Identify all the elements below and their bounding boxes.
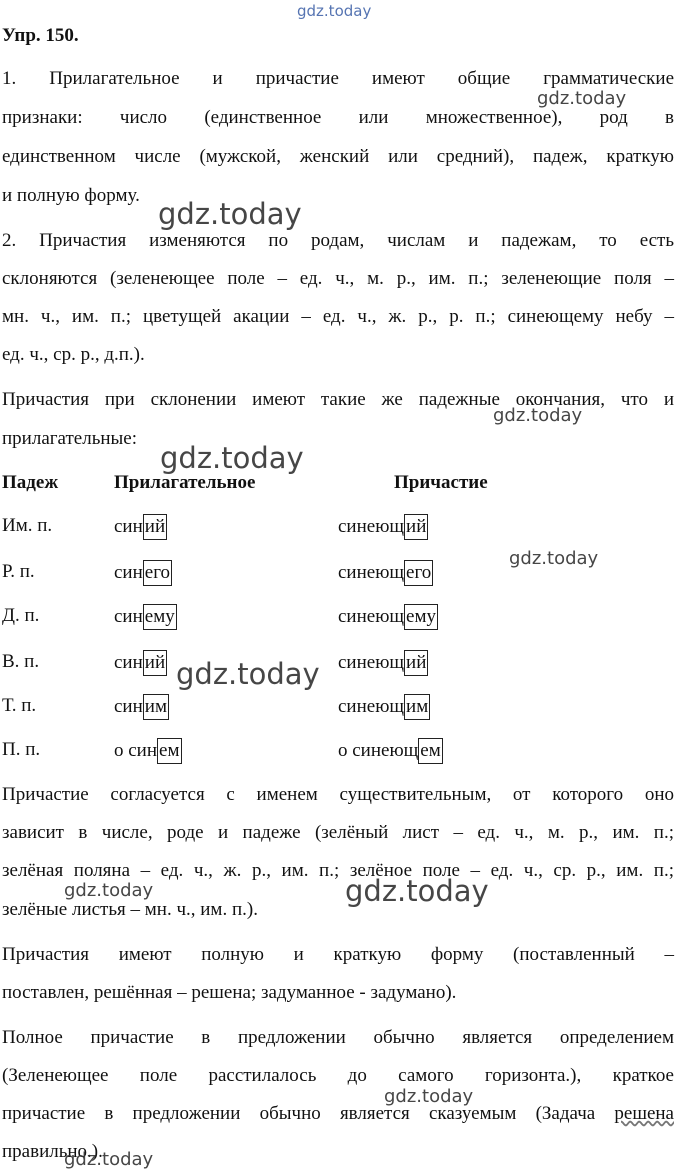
para1-line-4: и полную форму. bbox=[2, 185, 140, 206]
adjective-ending: ий bbox=[143, 514, 167, 540]
para5-line-2: поставлен, решённая – решена; задуманное - задумано). bbox=[2, 982, 457, 1003]
underlined-predicate: решена bbox=[614, 1103, 674, 1124]
adjective-form bbox=[114, 738, 182, 764]
adjective-form bbox=[114, 650, 167, 676]
watermark: gdz.today bbox=[537, 88, 627, 109]
para4-line-2: зависит в числе, роде и падеже (зелёный лист – ед. ч., м. р., им. п.; bbox=[2, 822, 674, 843]
para6-line-3 bbox=[2, 1103, 674, 1125]
para2-line-3: мн. ч., им. п.; цветущей акации – ед. ч., ж. р., р. п.; синеющему небу – bbox=[2, 306, 674, 327]
watermark: gdz.today bbox=[160, 441, 304, 475]
adjective-ending: ем bbox=[157, 738, 181, 764]
case-name: В. п. bbox=[2, 651, 40, 672]
adjective-form bbox=[114, 604, 177, 630]
participle-stem: синеющ bbox=[338, 652, 405, 673]
participle-stem: синеющ bbox=[338, 696, 405, 717]
watermark: gdz.today bbox=[384, 1086, 474, 1107]
adjective-form bbox=[114, 514, 167, 540]
adjective-stem: о син bbox=[114, 740, 158, 761]
para6-line-4: правильно.). bbox=[2, 1141, 103, 1162]
participle-ending: ему bbox=[404, 604, 438, 630]
adjective-ending: ему bbox=[143, 604, 177, 630]
watermark: gdz.today bbox=[64, 1149, 154, 1170]
adjective-stem: син bbox=[114, 696, 143, 717]
para3-line-2: прилагательные: bbox=[2, 428, 138, 449]
case-name: Т. п. bbox=[2, 695, 37, 716]
adjective-stem: син bbox=[114, 606, 143, 627]
table-header-participle: Причастие bbox=[394, 472, 488, 493]
participle-ending: ий bbox=[404, 514, 428, 540]
participle-form bbox=[338, 514, 428, 540]
adjective-stem: син bbox=[114, 652, 143, 673]
participle-ending: им bbox=[404, 694, 430, 720]
para2-line-1: 2. Причастия изменяются по родам, числам и падежам, то есть bbox=[2, 230, 674, 251]
participle-ending: его bbox=[404, 560, 433, 586]
para4-line-1: Причастие согласуется с именем существительным, от которого оно bbox=[2, 784, 674, 805]
para4-line-4: зелёные листья – мн. ч., им. п.). bbox=[2, 899, 258, 920]
watermark: gdz.today bbox=[493, 405, 583, 426]
para4-line-3: зелёная поляна – ед. ч., ж. р., им. п.; зелёное поле – ед. ч., ср. р., им. п.; bbox=[2, 860, 674, 881]
watermark: gdz.today bbox=[345, 874, 489, 908]
adjective-stem: син bbox=[114, 516, 143, 537]
para2-line-2: склоняются (зеленеющее поле – ед. ч., м. р., им. п.; зеленеющие поля – bbox=[2, 268, 674, 289]
para5-line-1: Причастия имеют полную и краткую форму (поставленный – bbox=[2, 944, 674, 965]
para1-line-3: единственном числе (мужской, женский или средний), падеж, краткую bbox=[2, 146, 674, 167]
participle-form bbox=[338, 650, 428, 676]
case-name: Д. п. bbox=[2, 605, 40, 626]
adjective-ending: ий bbox=[143, 650, 167, 676]
exercise-title: Упр. 150. bbox=[2, 25, 79, 46]
table-header-case: Падеж bbox=[2, 472, 59, 493]
participle-form bbox=[338, 560, 433, 586]
case-name: Им. п. bbox=[2, 515, 53, 536]
participle-stem: синеющ bbox=[338, 562, 405, 583]
participle-stem: синеющ bbox=[338, 606, 405, 627]
participle-form bbox=[338, 738, 443, 764]
para1-line-2: признаки: число (единственное или множественное), род в bbox=[2, 107, 674, 128]
watermark: gdz.today bbox=[64, 880, 154, 901]
participle-stem: синеющ bbox=[338, 516, 405, 537]
adjective-ending: им bbox=[143, 694, 169, 720]
para1-line-1: 1. Прилагательное и причастие имеют общие грамматические bbox=[2, 68, 674, 89]
case-name: П. п. bbox=[2, 739, 41, 760]
participle-ending: ий bbox=[404, 650, 428, 676]
watermark: gdz.today bbox=[158, 197, 302, 231]
adjective-form bbox=[114, 560, 172, 586]
participle-stem: о синеющ bbox=[338, 740, 419, 761]
para6-line-2: (Зеленеющее поле расстилалось до самого горизонта.), краткое bbox=[2, 1065, 674, 1086]
para6-line-1: Полное причастие в предложении обычно является определением bbox=[2, 1027, 674, 1048]
para2-line-4: ед. ч., ср. р., д.п.). bbox=[2, 344, 145, 365]
adjective-stem: син bbox=[114, 562, 143, 583]
participle-form bbox=[338, 604, 438, 630]
table-header-adjective: Прилагательное bbox=[114, 472, 256, 493]
adjective-form bbox=[114, 694, 169, 720]
case-name: Р. п. bbox=[2, 561, 35, 582]
watermark: gdz.today bbox=[509, 548, 599, 569]
watermark: gdz.today bbox=[176, 657, 320, 691]
para6-line-3-text: причастие в предложении обычно является сказуемым (Задача bbox=[2, 1103, 615, 1124]
adjective-ending: его bbox=[143, 560, 172, 586]
participle-ending: ем bbox=[418, 738, 442, 764]
watermark: gdz.today bbox=[297, 2, 372, 20]
participle-form bbox=[338, 694, 430, 720]
para3-line-1: Причастия при склонении имеют такие же падежные окончания, что и bbox=[2, 389, 674, 410]
